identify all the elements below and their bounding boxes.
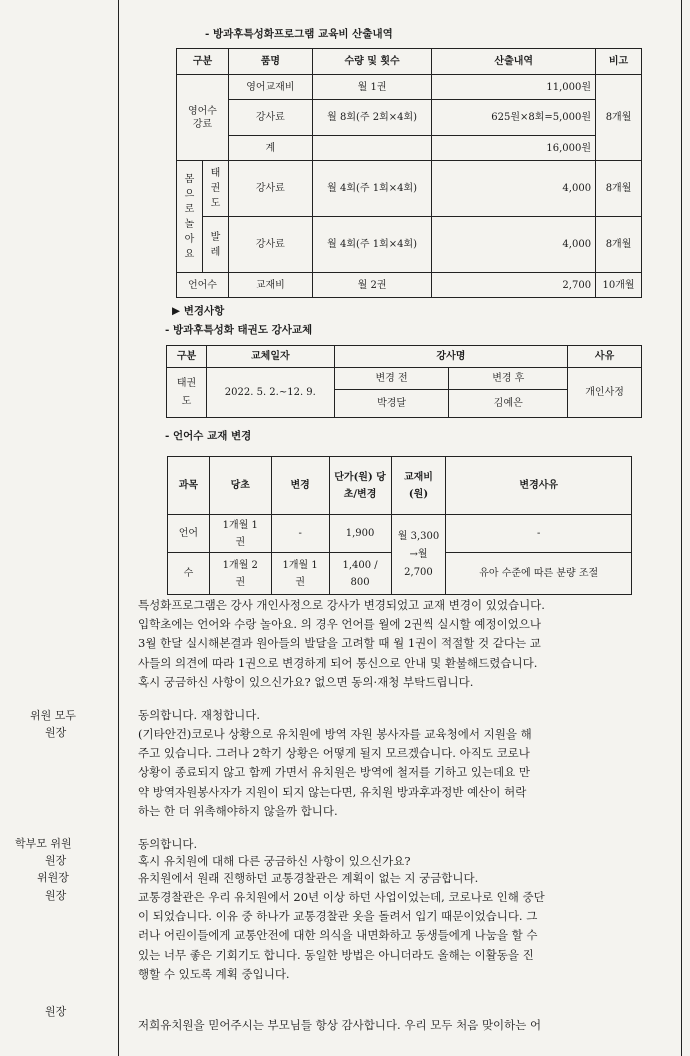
taekwondo-note: 8개월 <box>596 161 642 217</box>
ballet-qty: 월 4회(주 1회×4회) <box>312 217 432 273</box>
ballet-note: 8개월 <box>596 217 642 273</box>
minutes-line: 입학초에는 언어와 수랑 놀아요. 의 경우 언어를 월에 2권씩 실시할 예정이었으나 <box>138 617 542 632</box>
textbook-header-changed: 변경 <box>271 457 329 515</box>
minutes-line: 동의합니다. 재청합니다. <box>138 708 261 722</box>
instructor-table <box>166 345 642 418</box>
body-play-category: 몸으로놀아요 <box>177 161 203 273</box>
textbook-cost: 월 3,300 →월 2,700 <box>391 515 446 595</box>
minutes-block-4 <box>138 853 668 870</box>
instructor-after: 김예은 <box>449 390 568 418</box>
minutes-line: 3월 한달 실시해본결과 원아들의 발달을 고려할 때 월 1권이 적절할 것 같다는 교 <box>138 636 541 651</box>
instructor-reason: 개인사정 <box>568 368 642 418</box>
minutes-line: 동의합니다. <box>138 837 198 851</box>
instructor-header-name: 강사명 <box>334 346 567 368</box>
textbook-lang-reason: - <box>446 515 632 553</box>
minutes-line: 행할 수 있도록 계획 중입니다. <box>138 966 290 981</box>
instructor-before-header: 변경 전 <box>334 368 449 390</box>
minutes-line: 주고 있습니다. 그러나 2학기 상황은 어떻게 될지 모르겠습니다. 아직도 코로나 <box>138 746 530 761</box>
section2-heading: - 방과후특성화 태권도 강사교체 <box>165 324 313 336</box>
cost-header-item: 품명 <box>228 49 312 75</box>
minutes-block-1 <box>138 706 668 725</box>
minutes-line: 러나 어린이들에게 교통안전에 대한 의식을 내면화하고 동생들에게 나눔을 할 수 <box>138 928 538 943</box>
lang-math-category: 언어수 <box>177 273 229 298</box>
speaker-director: 원장 <box>45 1005 67 1018</box>
minutes-block-6 <box>138 888 668 984</box>
lang-math-qty: 월 2권 <box>312 273 432 298</box>
speaker-parent-member: 학부모 위원 <box>15 837 72 850</box>
minutes-line: 사들의 의견에 따라 1권으로 변경하게 되어 통신으로 안내 및 환불해드렸습니다. <box>138 655 538 670</box>
speaker-chairperson: 위원장 <box>37 871 69 884</box>
ballet-item: 강사료 <box>228 217 312 273</box>
lang-math-calc: 2,700 <box>432 273 596 298</box>
instructor-header-reason: 사유 <box>568 346 642 368</box>
speaker-director: 원장 <box>45 889 67 902</box>
textbook-header-reason: 변경사유 <box>446 457 632 515</box>
english-textbook-calc: 11,000원 <box>432 75 596 100</box>
minutes-line: 혹시 궁금하신 사항이 있으신가요? 없으면 동의·재청 부탁드립니다. <box>138 674 474 689</box>
textbook-math-changed: 1개월 1권 <box>271 553 329 595</box>
minutes-line: 저희유치원을 믿어주시는 부모님들 항상 감사합니다. 우리 모두 처음 맞이하는 어 <box>138 1018 542 1032</box>
textbook-header-cost: 교재비(원) <box>391 457 446 515</box>
taekwondo-qty: 월 4회(주 1회×4회) <box>312 161 432 217</box>
english-total-calc: 16,000원 <box>432 136 596 161</box>
minutes-line: 특성화프로그램은 강사 개인사정으로 강사가 변경되었고 교재 변경이 있었습니다. <box>138 598 545 612</box>
textbook-lang-subject: 언어 <box>168 515 210 553</box>
textbook-header-subject: 과목 <box>168 457 210 515</box>
section3-heading: - 언어수 교재 변경 <box>165 430 252 442</box>
ballet-name: 발레 <box>202 217 228 273</box>
lang-math-item: 교재비 <box>228 273 312 298</box>
instructor-category: 태권도 <box>167 368 207 418</box>
minutes-line: 약 방역자원봉사자가 지원이 되지 않는다면, 유치원 방과후과정반 예산이 허락 <box>138 784 527 799</box>
lang-math-note: 10개월 <box>596 273 642 298</box>
textbook-math-original: 1개월 2권 <box>209 553 271 595</box>
instructor-header-category: 구분 <box>167 346 207 368</box>
textbook-math-price: 1,400 / 800 <box>329 553 391 595</box>
english-instructor-calc: 625원×8회=5,000원 <box>432 100 596 136</box>
minutes-block-2 <box>138 725 668 821</box>
speaker-all-members: 위원 모두 <box>30 709 77 722</box>
speaker-director: 원장 <box>45 854 67 867</box>
minutes-line: 상황이 종료되지 않고 함께 가면서 유치원은 방역에 철저를 기하고 있는데요 만 <box>138 765 531 780</box>
ballet-calc: 4,000 <box>432 217 596 273</box>
english-textbook-item: 영어교재비 <box>228 75 312 100</box>
minutes-block-5 <box>138 870 668 887</box>
cost-header-note: 비고 <box>596 49 642 75</box>
speaker-director: 원장 <box>45 726 67 739</box>
minutes-line: 있는 너무 좋은 기회기도 합니다. 동일한 방법은 아니더라도 올해는 이활동을 진 <box>138 947 534 962</box>
textbook-header-price: 단가(원) 당초/변경 <box>329 457 391 515</box>
textbook-math-reason: 유아 수준에 따른 분량 조절 <box>446 553 632 595</box>
minutes-block-0 <box>138 596 668 692</box>
english-math-category: 영어수강료 <box>177 75 229 161</box>
minutes-block-7 <box>138 1016 668 1035</box>
taekwondo-item: 강사료 <box>228 161 312 217</box>
taekwondo-name: 태권도 <box>202 161 228 217</box>
instructor-date: 2022. 5. 2.~12. 9. <box>206 368 334 418</box>
english-textbook-qty: 월 1권 <box>312 75 432 100</box>
textbook-math-subject: 수 <box>168 553 210 595</box>
textbook-table <box>167 456 632 595</box>
cost-header-category: 구분 <box>177 49 229 75</box>
instructor-after-header: 변경 후 <box>449 368 568 390</box>
minutes-line: 교통경찰관은 우리 유치원에서 20년 이상 하던 사업이었는데, 코로나로 인해 중단 <box>138 890 545 904</box>
textbook-lang-original: 1개월 1권 <box>209 515 271 553</box>
section1-heading: - 방과후특성화프로그램 교육비 산출내역 <box>205 28 393 40</box>
minutes-line: 하는 한 더 위촉해야하지 않을까 합니다. <box>138 803 338 818</box>
minutes-line: (기타안건)코로나 상황으로 유치원에 방역 자원 봉사자를 교육청에서 지원을 해 <box>138 727 532 741</box>
instructor-before: 박경달 <box>334 390 449 418</box>
cost-table <box>176 48 642 298</box>
minutes-line: 혹시 유치원에 대해 다른 궁금하신 사항이 있으신가요? <box>138 854 411 868</box>
taekwondo-calc: 4,000 <box>432 161 596 217</box>
cost-header-qty: 수량 및 횟수 <box>312 49 432 75</box>
page-left-border <box>118 0 119 1056</box>
english-instructor-item: 강사료 <box>228 100 312 136</box>
textbook-lang-changed: - <box>271 515 329 553</box>
english-math-note: 8개월 <box>596 75 642 161</box>
changes-heading: ▶ 변경사항 <box>172 305 225 317</box>
page-right-border <box>681 0 682 1056</box>
textbook-lang-price: 1,900 <box>329 515 391 553</box>
cost-header-calc: 산출내역 <box>432 49 596 75</box>
instructor-header-date: 교체일자 <box>206 346 334 368</box>
minutes-line: 유치원에서 원래 진행하던 교통경찰관은 계획이 없는 지 궁금합니다. <box>138 871 479 885</box>
english-total-item: 계 <box>228 136 312 161</box>
minutes-block-3 <box>138 836 668 853</box>
minutes-line: 이 되었습니다. 이유 중 하나가 교통경찰관 옷을 돌려서 입기 때문이었습니다. 그 <box>138 909 538 924</box>
english-instructor-qty: 월 8회(주 2회×4회) <box>312 100 432 136</box>
textbook-header-original: 당초 <box>209 457 271 515</box>
english-total-qty <box>312 136 432 161</box>
